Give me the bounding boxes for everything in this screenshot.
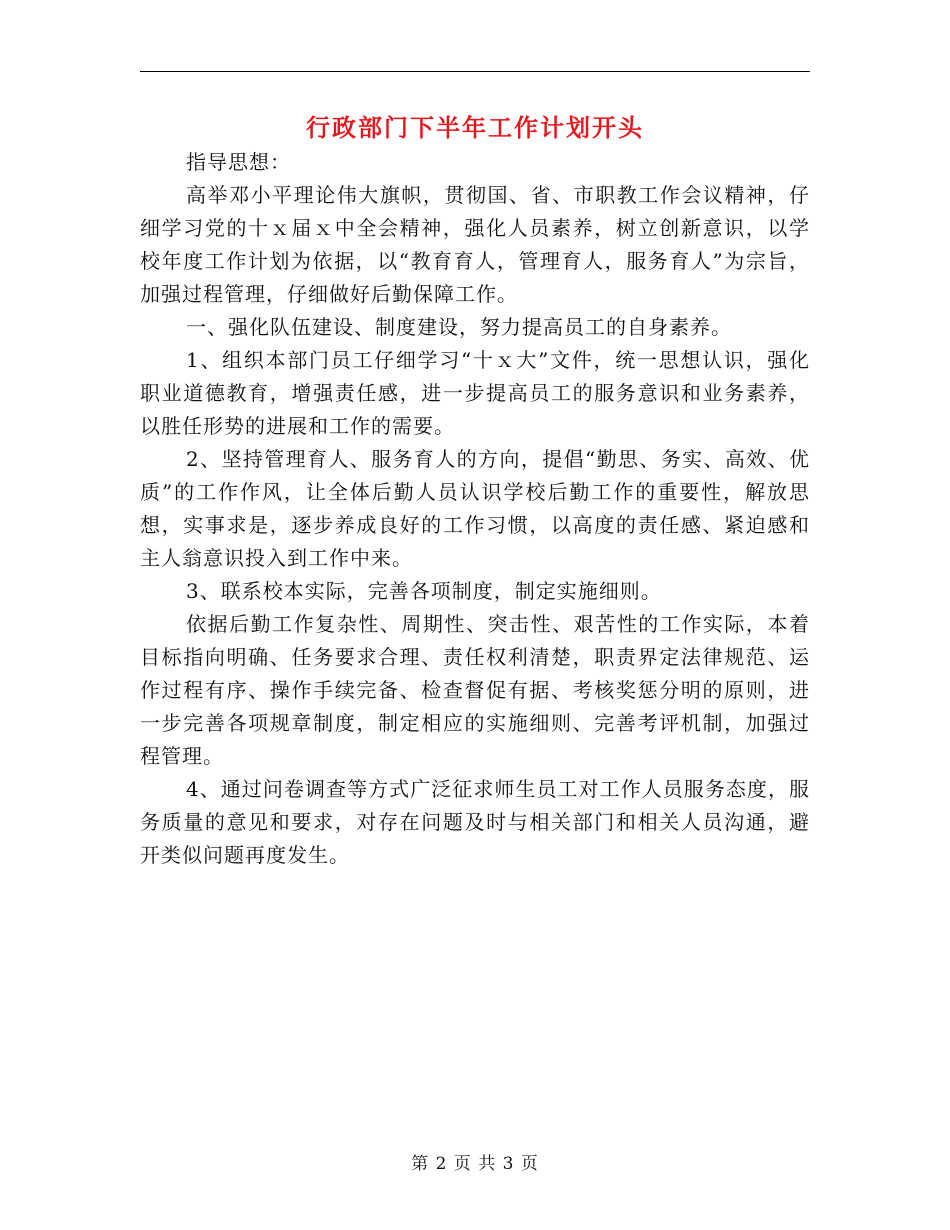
paragraph-guiding-ideology: 高举邓小平理论伟大旗帜，贯彻国、省、市职教工作会议精神，仔细学习党的十ｘ届ｘ中全会精神，强化人员素养，树立创新意识，以学校年度工作计划为依据，以“教育育人，管理育人，服务育人”为宗旨，加强过程管理，仔细做好后勤保障工作。 (140, 183, 810, 306)
paragraph-item-4: 4、通过问卷调查等方式广泛征求师生员工对工作人员服务态度，服务质量的意见和要求，对存在问题及时与相关部门和相关人员沟通，避开类似问题再度发生。 (140, 777, 810, 867)
paragraph-item-3-detail: 依据后勤工作复杂性、周期性、突击性、艰苦性的工作实际，本着目标指向明确、任务要求合理、责任权利清楚，职责界定法律规范、运作过程有序、操作手续完备、检查督促有据、考核奖惩分明的原则，进一步完善各项规章制度，制定相应的实施细则、完善考评机制，加强过程管理。 (140, 612, 810, 768)
document-body (140, 146, 810, 872)
paragraph-guiding-ideology-heading: 指导思想： (186, 150, 291, 174)
paragraph-item-2: 2、坚持管理育人、服务育人的方向，提倡“勤思、务实、高效、优质”的工作作风，让全体后勤人员认识学校后勤工作的重要性，解放思想，实事求是，逐步养成良好的工作习惯，以高度的责任感、紧迫感和主人翁意识投入到工作中来。 (140, 447, 810, 570)
page-number-label: 第 2 页 共 3 页 (411, 1154, 539, 1174)
header-rule (140, 71, 810, 72)
paragraph-item-3: 3、联系校本实际，完善各项制度，制定实施细则。 (186, 579, 662, 603)
document-title: 行政部门下半年工作计划开头 (306, 113, 644, 142)
paragraph-item-1: 1、组织本部门员工仔细学习“十ｘ大”文件，统一思想认识，强化职业道德教育，增强责任感，进一步提高员工的服务意识和业务素养，以胜任形势的进展和工作的需要。 (140, 348, 810, 438)
paragraph-section-one-heading: 一、强化队伍建设、制度建设，努力提高员工的自身素养。 (186, 315, 732, 339)
page-footer (0, 1152, 950, 1176)
